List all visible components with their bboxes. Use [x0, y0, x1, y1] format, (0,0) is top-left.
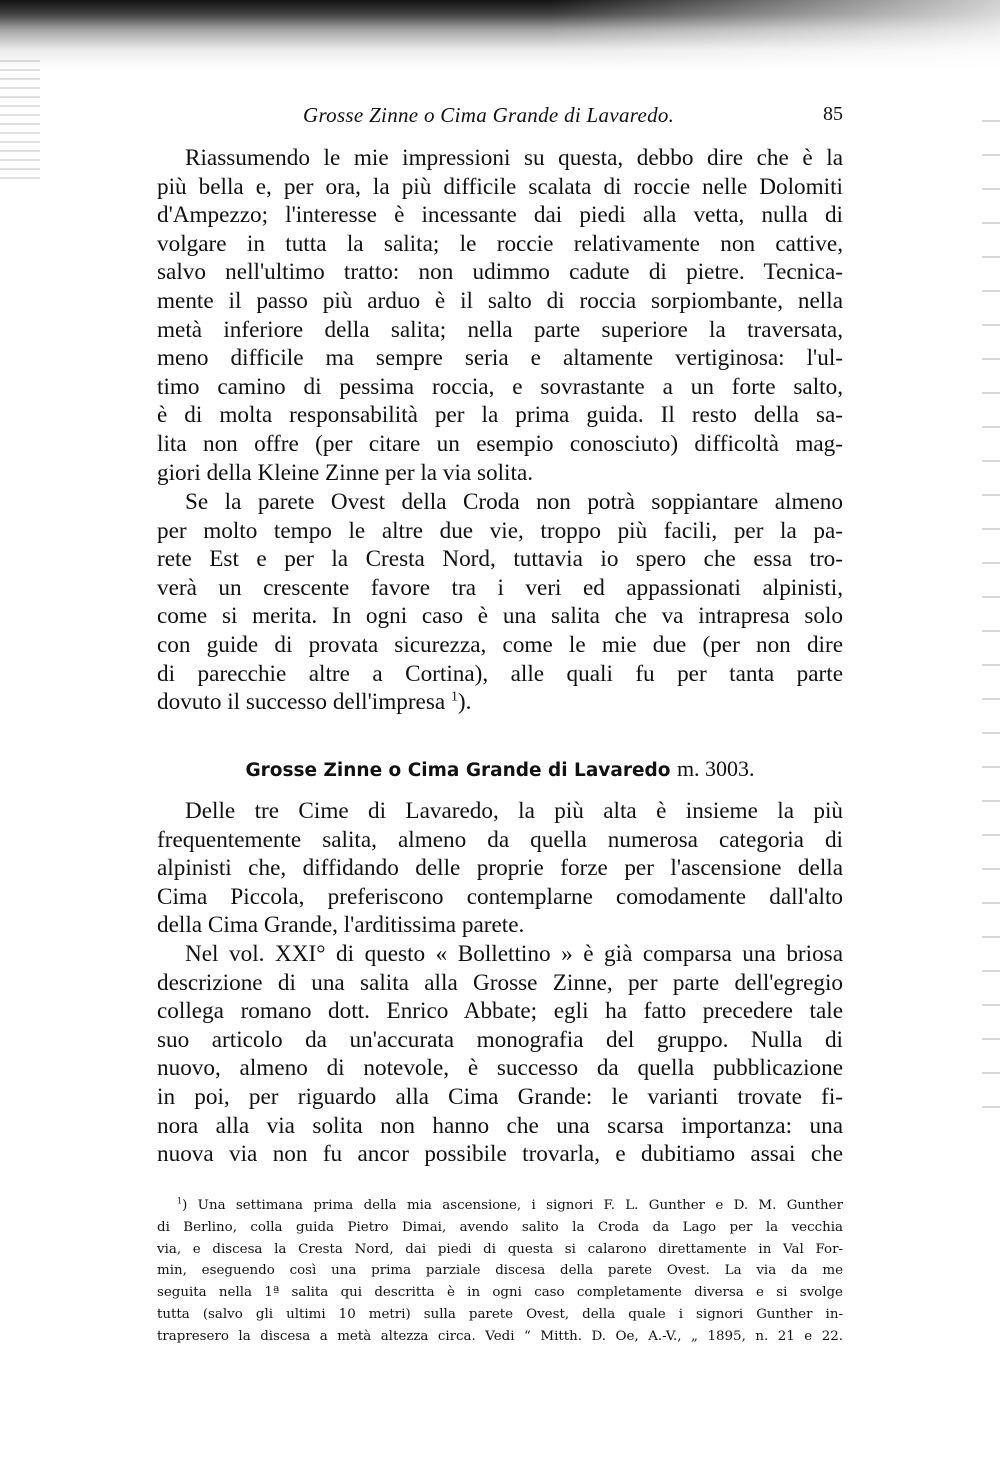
paragraph-3	[157, 797, 843, 940]
text-line: timo camino di pessima roccia, e sovrastante a un forte salto,	[157, 373, 843, 400]
text-line: nuovo, almeno di notevole, è successo da quella pubblicazione	[157, 1055, 843, 1082]
text-line: in poi, per riguardo alla Cima Grande: le varianti trovate fi-	[157, 1083, 843, 1110]
text-line: di parecchie altre a Cortina), alle quali fu per tanta parte	[157, 660, 843, 687]
footnote-line: via, e discesa la Cresta Nord, dai piedi di questa si calarono direttamente in Val For-	[157, 1241, 843, 1257]
running-title: Grosse Zinne o Cima Grande di Lavaredo.	[303, 103, 675, 127]
footnote-reference[interactable]: 1	[450, 689, 458, 705]
text-line: Delle tre Cime di Lavaredo, la più alta è insieme la più	[185, 798, 843, 824]
footnote-line: di Berlino, colla guida Pietro Dimai, avendo salito la Croda da Lago per la vecchia	[157, 1219, 843, 1235]
text-line: d'Ampezzo; l'interesse è incessante dai piedi alla vetta, nulla di	[157, 202, 843, 229]
text-line: frequentemente salita, almeno da quella numerosa categoria di	[157, 826, 843, 853]
text-line: con guide di provata sicurezza, come le mie due (per non dire	[157, 631, 843, 658]
footnote-text: ) Una settimana prima della mia ascensione, i signori F. L. Gunther e D. M. Gunther	[182, 1198, 843, 1213]
text-line: suo articolo da un'accurata monografia del gruppo. Nulla di	[157, 1026, 843, 1053]
text-line: nora alla via solita non hanno che una scarsa importanza: una	[157, 1112, 843, 1139]
scan-noise-left	[0, 60, 40, 180]
text-line: della Cima Grande, l'arditissima parete.	[157, 912, 525, 939]
text-line-with-footnote	[157, 688, 843, 717]
text-line: più bella e, per ora, la più difficile scalata di roccie nelle Dolomiti	[157, 173, 843, 200]
text-line: nuova via non fu ancor possibile trovarla, e dubitiamo assai che	[157, 1141, 843, 1168]
section-elevation: m. 3003.	[676, 756, 755, 781]
text-line: dovuto il successo dell'impresa	[157, 689, 446, 716]
text-line: metà inferiore della salita; nella parte superiore la traversata,	[157, 316, 843, 343]
paragraph-4	[157, 940, 843, 1169]
footnote-marker: 1	[177, 1196, 183, 1206]
footnote	[157, 1195, 843, 1348]
text-line: rete Est e per la Cresta Nord, tuttavia io spero che essa tro-	[157, 546, 843, 573]
text-line: volgare in tutta la salita; le roccie relativamente non cattive,	[157, 230, 843, 257]
text-line: alpinisti che, diffidando delle proprie forze per l'ascensione della	[157, 855, 843, 882]
section-title: Grosse Zinne o Cima Grande di Lavaredo	[245, 760, 671, 781]
text-line: giori della Kleine Zinne per la via solita.	[157, 459, 534, 486]
footnote-line: tutta (salvo gli ultimi 10 metri) sulla parete Ovest, della quale i signori Gunther in-	[157, 1306, 843, 1322]
text-line: meno difficile ma sempre seria e altamente vertiginosa: l'ul-	[157, 345, 843, 372]
text-line: Riassumendo le mie impressioni su questa, debbo dire che è la	[185, 145, 843, 171]
footnote-line: min, eseguendo così una prima parziale discesa della parete Ovest. La via da me	[157, 1263, 843, 1279]
text-line: come si merita. In ogni caso è una salita che va intrapresa solo	[157, 603, 843, 630]
footnote-line: trapresero la discesa a metà altezza circa. Vedi “ Mitth. D. Oe, A.-V., „ 1895, n. 21 e 22.	[157, 1328, 843, 1344]
text-line: Nel vol. XXI° di questo « Bollettino » è già comparsa una briosa	[185, 941, 843, 967]
text-line: mente il passo più arduo è il salto di roccia sorpiombante, nella	[157, 287, 843, 314]
page-number: 85	[823, 103, 843, 125]
footnote-line	[157, 1195, 843, 1217]
text-line: salvo nell'ultimo tratto: non udimmo cadute di pietre. Tecnica-	[157, 259, 843, 286]
paragraph-1	[157, 144, 843, 487]
text-line: descrizione di una salita alla Grosse Zinne, per parte dell'egregio	[157, 969, 843, 996]
text-line: è di molta responsabilità per la prima guida. Il resto della sa-	[157, 402, 843, 429]
paragraph-2	[157, 488, 843, 717]
section-heading	[157, 756, 843, 782]
scan-noise-right	[982, 120, 1000, 1120]
running-head	[157, 103, 843, 133]
text-line: verà un crescente favore tra i veri ed appassionati alpinisti,	[157, 574, 843, 601]
text-line: lita non offre (per citare un esempio conosciuto) difficoltà mag-	[157, 430, 843, 457]
text-line: Se la parete Ovest della Croda non potrà soppiantare almeno	[185, 489, 843, 515]
text-line: collega romano dott. Enrico Abbate; egli ha fatto precedere tale	[157, 998, 843, 1025]
text-line: per molto tempo le altre due vie, troppo più facili, per la pa-	[157, 517, 843, 544]
scan-noise-top	[0, 0, 1000, 70]
text-tail: ).	[457, 689, 472, 716]
text-line: Cima Piccola, preferiscono contemplarne comodamente dall'alto	[157, 883, 843, 910]
footnote-line: seguita nella 1ª salita qui descritta è in ogni caso completamente diversa e si svolge	[157, 1285, 843, 1301]
